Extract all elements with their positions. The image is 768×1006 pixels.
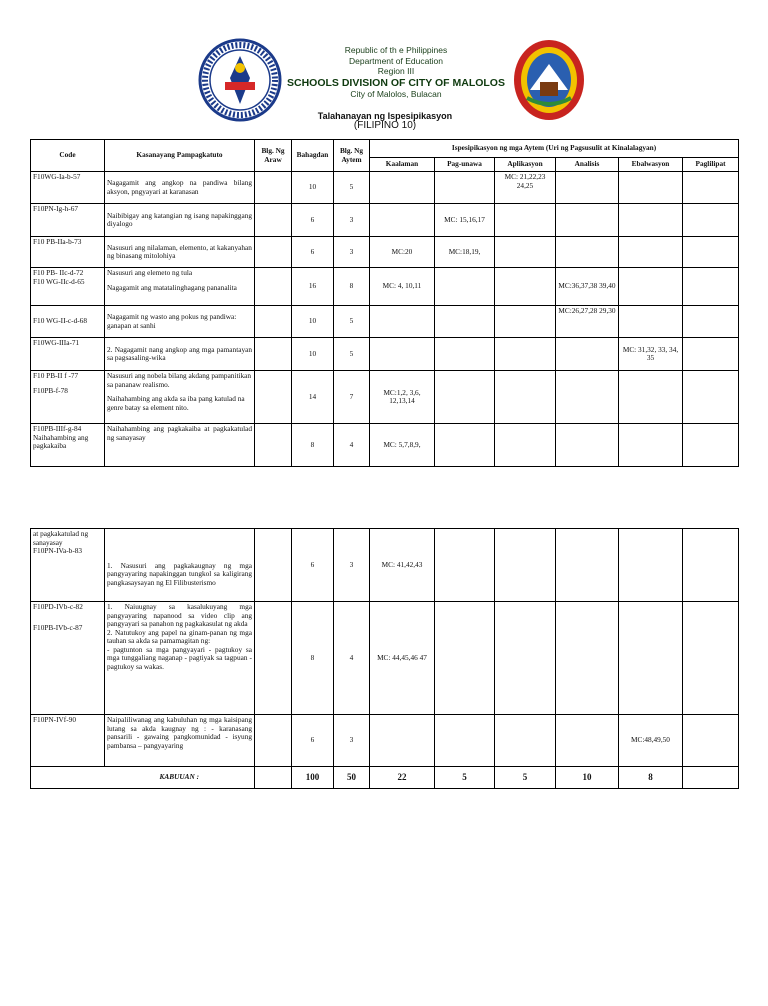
col-paglilipat-header: Paglilipat xyxy=(683,158,739,172)
division-name: SCHOOLS DIVISION OF CITY OF MALOLOS xyxy=(287,76,505,89)
percent-cell: 8 xyxy=(292,424,334,467)
table-row xyxy=(31,529,739,602)
kaalaman-cell xyxy=(370,172,435,204)
table-row xyxy=(31,237,739,268)
paglilipat-cell xyxy=(683,424,739,467)
analisis-cell: MC:36,37,38 39,40 xyxy=(556,268,619,306)
skill-cell: Nasusuri ang nilalaman, elemento, at kakanyahan ng binasang mitolohiya xyxy=(105,237,255,268)
pagunawa-cell xyxy=(435,172,495,204)
ebalwasyon-cell xyxy=(619,306,683,338)
ebalwasyon-cell xyxy=(619,204,683,237)
analisis-cell xyxy=(556,237,619,268)
code-cell: F10 WG-II-c-d-68 xyxy=(31,306,105,338)
kaalaman-cell xyxy=(370,306,435,338)
kaalaman-cell: MC:1,2, 3,6, 12,13,14 xyxy=(370,371,435,424)
analisis-cell xyxy=(556,338,619,371)
items-cell: 3 xyxy=(334,529,370,602)
document-header xyxy=(0,0,768,140)
kaalaman-cell: MC: 44,45,46 47 xyxy=(370,602,435,715)
col-kaalaman-header: Kaalaman xyxy=(370,158,435,172)
analisis-cell xyxy=(556,602,619,715)
items-cell: 4 xyxy=(334,424,370,467)
code-cell xyxy=(31,268,105,306)
skill-line: 1. Naiuugnay sa kasalukuyang mga pangyayaring napanood sa video clip ang pangyayari sa panahon ng pagkakasulat ng akda xyxy=(107,602,252,628)
title-text: Talahanayan ng Ispesipikasyon xyxy=(317,111,453,121)
col-ebalwasyon-header: Ebalwasyon xyxy=(619,158,683,172)
code-cell: F10PB-IIIf-g-84 Naihahambing ang pagkakaiba xyxy=(31,424,105,467)
items-cell: 7 xyxy=(334,371,370,424)
aplikasyon-cell xyxy=(495,529,556,602)
ebalwasyon-cell xyxy=(619,529,683,602)
code-cell: F10 PB-IIa-b-73 xyxy=(31,237,105,268)
skill-cell xyxy=(105,268,255,306)
code-cell xyxy=(31,371,105,424)
aplikasyon-cell xyxy=(495,371,556,424)
pagunawa-cell: MC:18,19, xyxy=(435,237,495,268)
percent-cell: 14 xyxy=(292,371,334,424)
col-analisis-header: Analisis xyxy=(556,158,619,172)
deped-seal-icon xyxy=(198,38,282,122)
percent-cell: 16 xyxy=(292,268,334,306)
pagunawa-cell xyxy=(435,306,495,338)
table-row xyxy=(31,172,739,204)
aplikasyon-cell xyxy=(495,306,556,338)
total-label: KABUUAN : xyxy=(105,767,255,789)
items-cell: 8 xyxy=(334,268,370,306)
col-percent-header: Bahagdan xyxy=(292,140,334,172)
aplikasyon-cell xyxy=(495,237,556,268)
table-row xyxy=(31,268,739,306)
skill-cell: Nagagamit ng wasto ang pokus ng pandiwa: ganapan at sanhi xyxy=(105,306,255,338)
ebalwasyon-cell: MC:48,49,50 xyxy=(619,715,683,767)
continuation-text: at pagkakatulad ng sanayasay xyxy=(33,529,89,547)
skill-cell: Naipaliliwanag ang kabuluhan ng mga kaisipang lutang sa akda kaugnay ng : - karanasang pansarili - gawaing pangkomunidad - isyung pambansa – pangyayaring xyxy=(105,715,255,767)
ebalwasyon-cell xyxy=(619,172,683,204)
pagunawa-cell xyxy=(435,424,495,467)
pagunawa-cell xyxy=(435,602,495,715)
col-aplikasyon-header: Aplikasyon xyxy=(495,158,556,172)
total-percent: 100 xyxy=(292,767,334,789)
analisis-cell xyxy=(556,529,619,602)
analisis-cell xyxy=(556,424,619,467)
col-items-header: Blg. Ng Aytem xyxy=(334,140,370,172)
paglilipat-cell xyxy=(683,529,739,602)
skill-line: - pagtunton sa mga pangyayari - pagtukoy sa mga tunggaliang naganap - pagtiyak sa tagpuan - pagtukoy sa wakas. xyxy=(107,644,252,671)
kaalaman-cell xyxy=(370,204,435,237)
paglilipat-cell xyxy=(683,371,739,424)
subtitle-text: (FILIPINO 10) xyxy=(353,120,417,131)
total-row xyxy=(31,767,739,789)
code-line: F10PD-IVb-c-82 xyxy=(33,602,83,611)
items-cell: 3 xyxy=(334,715,370,767)
paglilipat-cell xyxy=(683,172,739,204)
items-cell: 4 xyxy=(334,602,370,715)
analisis-cell xyxy=(556,715,619,767)
specification-table-page1 xyxy=(30,139,739,467)
skill-cell: Nagagamit ang angkop na pandiwa bilang aksyon, pngyayari at karanasan xyxy=(105,172,255,204)
specification-table-page2 xyxy=(30,528,739,789)
code-cell xyxy=(31,529,105,602)
col-skill-header: Kasanayang Pampagkatuto xyxy=(105,140,255,172)
col-days-header: Blg. Ng Araw xyxy=(255,140,292,172)
kaalaman-cell: MC: 41,42,43 xyxy=(370,529,435,602)
ebalwasyon-cell xyxy=(619,268,683,306)
paglilipat-cell xyxy=(683,204,739,237)
skill-cell: Naibibigay ang katangian ng isang napakinggang diyalogo xyxy=(105,204,255,237)
skill-line: Nagagamit ang matatalinghagang pananalita xyxy=(107,282,237,292)
items-cell: 3 xyxy=(334,204,370,237)
kaalaman-cell xyxy=(370,338,435,371)
col-spec-header: Ispesipikasyon ng mga Aytem (Uri ng Pagsusulit at Kinalalagyan) xyxy=(370,140,739,158)
code-line: F10 WG-IIc-d-65 xyxy=(33,276,85,286)
col-pagunawa-header: Pag-unawa xyxy=(435,158,495,172)
kaalaman-cell xyxy=(370,715,435,767)
items-cell: 5 xyxy=(334,172,370,204)
analisis-cell xyxy=(556,204,619,237)
aplikasyon-cell xyxy=(495,602,556,715)
skill-line: 2. Natutukoy ang papel na ginam-panan ng mga tauhan sa akda sa pamamagitan ng: xyxy=(107,627,252,645)
department-line: Department of Education xyxy=(348,55,444,66)
kaalaman-cell: MC: 4, 10,11 xyxy=(370,268,435,306)
paglilipat-cell xyxy=(683,237,739,268)
aplikasyon-cell xyxy=(495,268,556,306)
header-text xyxy=(280,45,512,99)
total-aplikasyon: 5 xyxy=(495,767,556,789)
total-kaalaman: 22 xyxy=(370,767,435,789)
kaalaman-cell: MC: 5,7,8,9, xyxy=(370,424,435,467)
kaalaman-cell: MC:20 xyxy=(370,237,435,268)
items-cell: 5 xyxy=(334,338,370,371)
percent-cell: 6 xyxy=(292,204,334,237)
code-cell xyxy=(31,602,105,715)
total-ebalwasyon: 8 xyxy=(619,767,683,789)
paglilipat-cell xyxy=(683,268,739,306)
ebalwasyon-cell xyxy=(619,371,683,424)
table-row xyxy=(31,204,739,237)
paglilipat-cell xyxy=(683,306,739,338)
ebalwasyon-cell xyxy=(619,424,683,467)
total-analisis: 10 xyxy=(556,767,619,789)
skill-cell: 1. Nasusuri ang pagkakaugnay ng mga pangyayaring napakinggan tungkol sa kaligirang pangkasaysayan ng El Filibusterismo xyxy=(105,529,255,602)
code-line: F10 PB- IIc-d-72 xyxy=(33,268,84,277)
code-cell: F10WG-IIIa-71 xyxy=(31,338,105,371)
percent-cell: 8 xyxy=(292,602,334,715)
pagunawa-cell xyxy=(435,268,495,306)
analisis-cell xyxy=(556,172,619,204)
ebalwasyon-cell: MC: 31,32, 33, 34, 35 xyxy=(619,338,683,371)
analisis-cell xyxy=(556,371,619,424)
skill-line: Nasusuri ang nobela bilang akdang pampanitikan sa pananaw realismo. xyxy=(107,371,252,389)
code-line: F10PB-IVb-c-87 xyxy=(33,622,83,632)
table-row xyxy=(31,715,739,767)
pagunawa-cell xyxy=(435,338,495,371)
ebalwasyon-cell xyxy=(619,602,683,715)
col-code-header: Code xyxy=(31,140,105,172)
table-row xyxy=(31,306,739,338)
paglilipat-cell xyxy=(683,602,739,715)
table-row xyxy=(31,602,739,715)
aplikasyon-cell xyxy=(495,424,556,467)
table-row xyxy=(31,338,739,371)
aplikasyon-cell xyxy=(495,715,556,767)
paglilipat-cell xyxy=(683,338,739,371)
analisis-cell: MC:26,27,28 29,30 xyxy=(556,306,619,338)
document-title xyxy=(250,111,520,131)
ebalwasyon-cell xyxy=(619,237,683,268)
republic-line: Republic of th e Philippines xyxy=(344,45,448,55)
code-line: F10 PB-II f -77 xyxy=(33,371,79,380)
percent-cell: 10 xyxy=(292,306,334,338)
percent-cell: 6 xyxy=(292,529,334,602)
aplikasyon-cell xyxy=(495,204,556,237)
aplikasyon-cell: MC: 21,22,23 24,25 xyxy=(495,172,556,204)
skill-cell xyxy=(105,602,255,715)
total-items: 50 xyxy=(334,767,370,789)
code-cell: F10WG-Ia-b-57 xyxy=(31,172,105,204)
skill-cell xyxy=(105,371,255,424)
table-row xyxy=(31,371,739,424)
percent-cell: 6 xyxy=(292,237,334,268)
code-line: F10PN-IVa-b-83 xyxy=(33,546,83,555)
pagunawa-cell xyxy=(435,715,495,767)
region-line: Region III xyxy=(377,66,415,76)
city-line: City of Malolos, Bulacan xyxy=(350,88,442,99)
paglilipat-cell xyxy=(683,715,739,767)
division-seal-icon xyxy=(512,38,586,122)
skill-cell: Naihahambing ang pagkakaiba at pagkakatulad ng sanayasay xyxy=(105,424,255,467)
code-line: F10PB-f-78 xyxy=(33,385,68,395)
items-cell: 3 xyxy=(334,237,370,268)
code-cell: F10PN-Ig-h-67 xyxy=(31,204,105,237)
code-cell: F10PN-IVf-90 xyxy=(31,715,105,767)
percent-cell: 6 xyxy=(292,715,334,767)
aplikasyon-cell xyxy=(495,338,556,371)
table-row xyxy=(31,424,739,467)
skill-line: Nasusuri ang elemeto ng tula xyxy=(107,268,193,277)
pagunawa-cell xyxy=(435,371,495,424)
skill-cell: 2. Nagagamit nang angkop ang mga pamantayan sa pagsasaling-wika xyxy=(105,338,255,371)
total-paglilipat xyxy=(683,767,739,789)
skill-line: Naihahambing ang akda sa iba pang katulad na genre batay sa element nito. xyxy=(107,394,245,412)
items-cell: 5 xyxy=(334,306,370,338)
percent-cell: 10 xyxy=(292,172,334,204)
total-pagunawa: 5 xyxy=(435,767,495,789)
percent-cell: 10 xyxy=(292,338,334,371)
pagunawa-cell: MC: 15,16,17 xyxy=(435,204,495,237)
pagunawa-cell xyxy=(435,529,495,602)
